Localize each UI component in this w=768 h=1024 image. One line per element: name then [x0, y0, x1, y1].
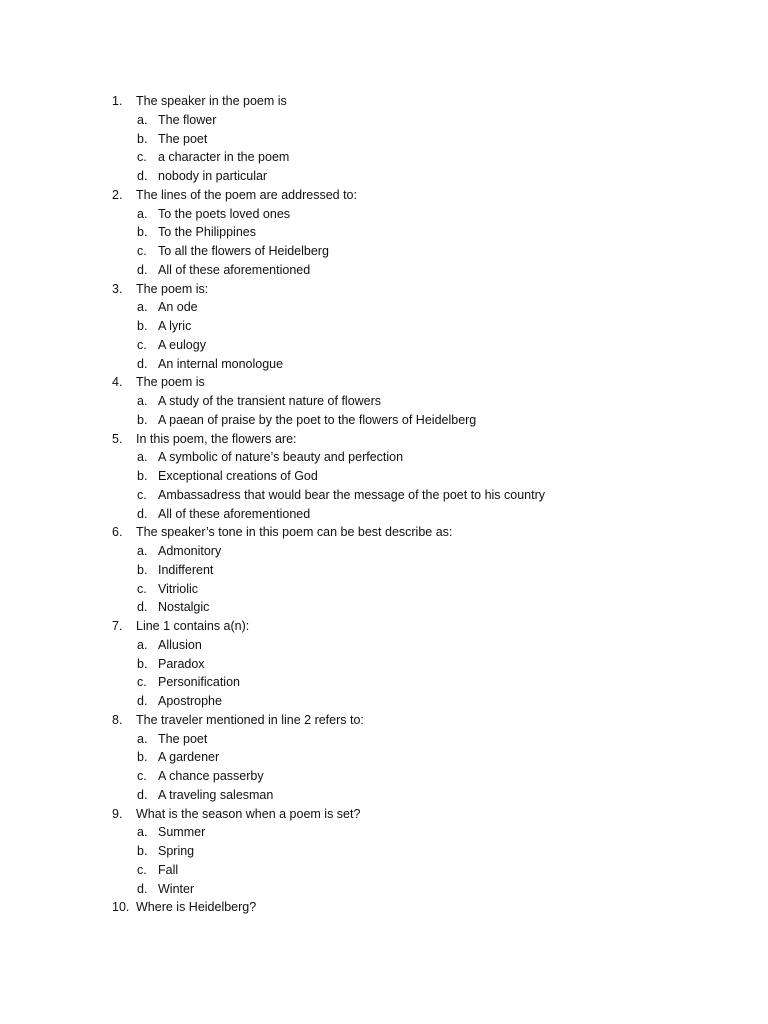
- option-letter: d.: [137, 600, 148, 615]
- option-letter: c.: [137, 675, 147, 690]
- answer-option: [104, 148, 744, 167]
- option-text: Ambassadress that would bear the message of the poet to his country: [158, 487, 546, 502]
- option-text: Winter: [158, 881, 195, 896]
- answer-option: [104, 861, 744, 880]
- option-letter: a.: [137, 731, 148, 746]
- option-letter: a.: [137, 450, 148, 465]
- answer-option: [104, 673, 744, 692]
- answer-option: [104, 411, 744, 430]
- answer-option: [104, 130, 744, 149]
- question-number: 6.: [112, 525, 123, 540]
- option-letter: d.: [137, 881, 148, 896]
- option-letter: a.: [137, 206, 148, 221]
- option-text: The poet: [158, 731, 208, 746]
- question-number: 10.: [112, 900, 130, 915]
- answer-option: [104, 355, 744, 374]
- option-letter: d.: [137, 262, 148, 277]
- answer-option: [104, 111, 744, 130]
- answer-option: [104, 655, 744, 674]
- question-number: 1.: [112, 94, 123, 108]
- answer-option: [104, 692, 744, 711]
- option-text: a character in the poem: [158, 150, 290, 165]
- option-text: A study of the transient nature of flowers: [158, 394, 382, 408]
- option-text: All of these aforementioned: [158, 506, 311, 521]
- question-item: [104, 523, 744, 542]
- option-letter: a.: [137, 300, 148, 315]
- question-item: [104, 186, 744, 205]
- option-text: To the poets loved ones: [158, 206, 291, 221]
- option-text: Allusion: [158, 637, 202, 652]
- option-text: Personification: [158, 675, 240, 690]
- option-text: Apostrophe: [158, 694, 222, 708]
- option-text: To the Philippines: [158, 225, 256, 240]
- answer-option: [104, 467, 744, 486]
- answer-option: [104, 317, 744, 336]
- answer-option: [104, 242, 744, 261]
- option-text: To all the flowers of Heidelberg: [158, 244, 329, 258]
- option-text: Exceptional creations of God: [158, 469, 318, 483]
- answer-option: [104, 636, 744, 655]
- option-letter: a.: [137, 825, 148, 840]
- answer-option: [104, 392, 744, 411]
- question-item: [104, 430, 744, 449]
- option-text: Spring: [158, 844, 195, 858]
- answer-option: [104, 880, 744, 899]
- answer-option: [104, 542, 744, 561]
- question-text: What is the season when a poem is set?: [136, 806, 361, 821]
- question-text: In this poem, the flowers are:: [136, 431, 297, 446]
- answer-option: [104, 580, 744, 599]
- answer-option: [104, 167, 744, 186]
- option-text: Paradox: [158, 656, 205, 671]
- option-letter: a.: [137, 637, 148, 652]
- option-letter: c.: [137, 769, 147, 783]
- option-text: Admonitory: [158, 544, 222, 558]
- answer-option: [104, 223, 744, 242]
- option-letter: a.: [137, 112, 148, 127]
- answer-option: [104, 748, 744, 767]
- option-text: A symbolic of nature’s beauty and perfection: [158, 450, 404, 465]
- answer-option: [104, 261, 744, 280]
- option-text: Indifferent: [158, 562, 214, 577]
- option-text: A paean of praise by the poet to the flowers of Heidelberg: [158, 412, 477, 427]
- option-text: A chance passerby: [158, 769, 264, 783]
- option-letter: c.: [137, 337, 147, 352]
- question-item: [104, 711, 744, 730]
- answer-option: [104, 448, 744, 467]
- option-letter: d.: [137, 694, 148, 708]
- question-text: Line 1 contains a(n):: [136, 619, 250, 633]
- option-text: A traveling salesman: [158, 787, 274, 802]
- question-number: 9.: [112, 806, 123, 821]
- option-text: The flower: [158, 112, 217, 127]
- option-letter: b.: [137, 412, 148, 427]
- question-item: [104, 92, 744, 111]
- option-text: Nostalgic: [158, 600, 210, 615]
- answer-option: [104, 842, 744, 861]
- answer-option: [104, 205, 744, 224]
- question-item: [104, 373, 744, 392]
- option-letter: c.: [137, 150, 147, 165]
- question-number: 2.: [112, 187, 123, 202]
- question-text: The speaker’s tone in this poem can be best describe as:: [136, 525, 453, 540]
- option-letter: c.: [137, 244, 147, 258]
- question-text: The poem is: [136, 375, 205, 390]
- option-letter: d.: [137, 506, 148, 521]
- question-item: [104, 280, 744, 299]
- answer-option: [104, 336, 744, 355]
- option-letter: b.: [137, 844, 148, 858]
- option-text: An ode: [158, 300, 198, 315]
- option-letter: c.: [137, 487, 147, 502]
- option-letter: a.: [137, 394, 148, 408]
- option-letter: c.: [137, 862, 147, 877]
- question-list: [104, 92, 744, 917]
- option-letter: a.: [137, 544, 148, 558]
- answer-option: [104, 786, 744, 805]
- option-letter: b.: [137, 750, 148, 765]
- answer-option: [104, 823, 744, 842]
- option-letter: b.: [137, 319, 148, 333]
- answer-option: [104, 505, 744, 524]
- question-number: 7.: [112, 619, 123, 633]
- answer-option: [104, 561, 744, 580]
- question-text: The poem is:: [136, 281, 209, 296]
- answer-option: [104, 486, 744, 505]
- question-number: 8.: [112, 712, 123, 727]
- answer-option: [104, 598, 744, 617]
- option-letter: d.: [137, 356, 148, 371]
- option-letter: b.: [137, 656, 148, 671]
- question-text: The traveler mentioned in line 2 refers to:: [136, 712, 364, 727]
- option-text: An internal monologue: [158, 356, 284, 371]
- question-item: [104, 617, 744, 636]
- option-text: Fall: [158, 862, 179, 877]
- question-text: The lines of the poem are addressed to:: [136, 187, 357, 202]
- option-letter: b.: [137, 131, 148, 146]
- option-letter: c.: [137, 581, 147, 596]
- question-number: 3.: [112, 281, 123, 296]
- option-letter: d.: [137, 169, 148, 183]
- question-item: [104, 805, 744, 824]
- option-text: The poet: [158, 131, 208, 146]
- answer-option: [104, 298, 744, 317]
- option-text: A lyric: [158, 319, 192, 333]
- question-item: [104, 898, 744, 917]
- question-number: 4.: [112, 375, 123, 390]
- option-letter: d.: [137, 787, 148, 802]
- option-letter: b.: [137, 562, 148, 577]
- option-text: All of these aforementioned: [158, 262, 311, 277]
- question-number: 5.: [112, 431, 123, 446]
- question-text: Where is Heidelberg?: [136, 900, 257, 915]
- option-text: Summer: [158, 825, 206, 840]
- option-text: nobody in particular: [158, 169, 268, 183]
- answer-option: [104, 767, 744, 786]
- question-text: The speaker in the poem is: [136, 94, 287, 108]
- answer-option: [104, 730, 744, 749]
- option-text: Vitriolic: [158, 581, 199, 596]
- option-letter: b.: [137, 225, 148, 240]
- option-text: A gardener: [158, 750, 220, 765]
- option-letter: b.: [137, 469, 148, 483]
- option-text: A eulogy: [158, 337, 206, 352]
